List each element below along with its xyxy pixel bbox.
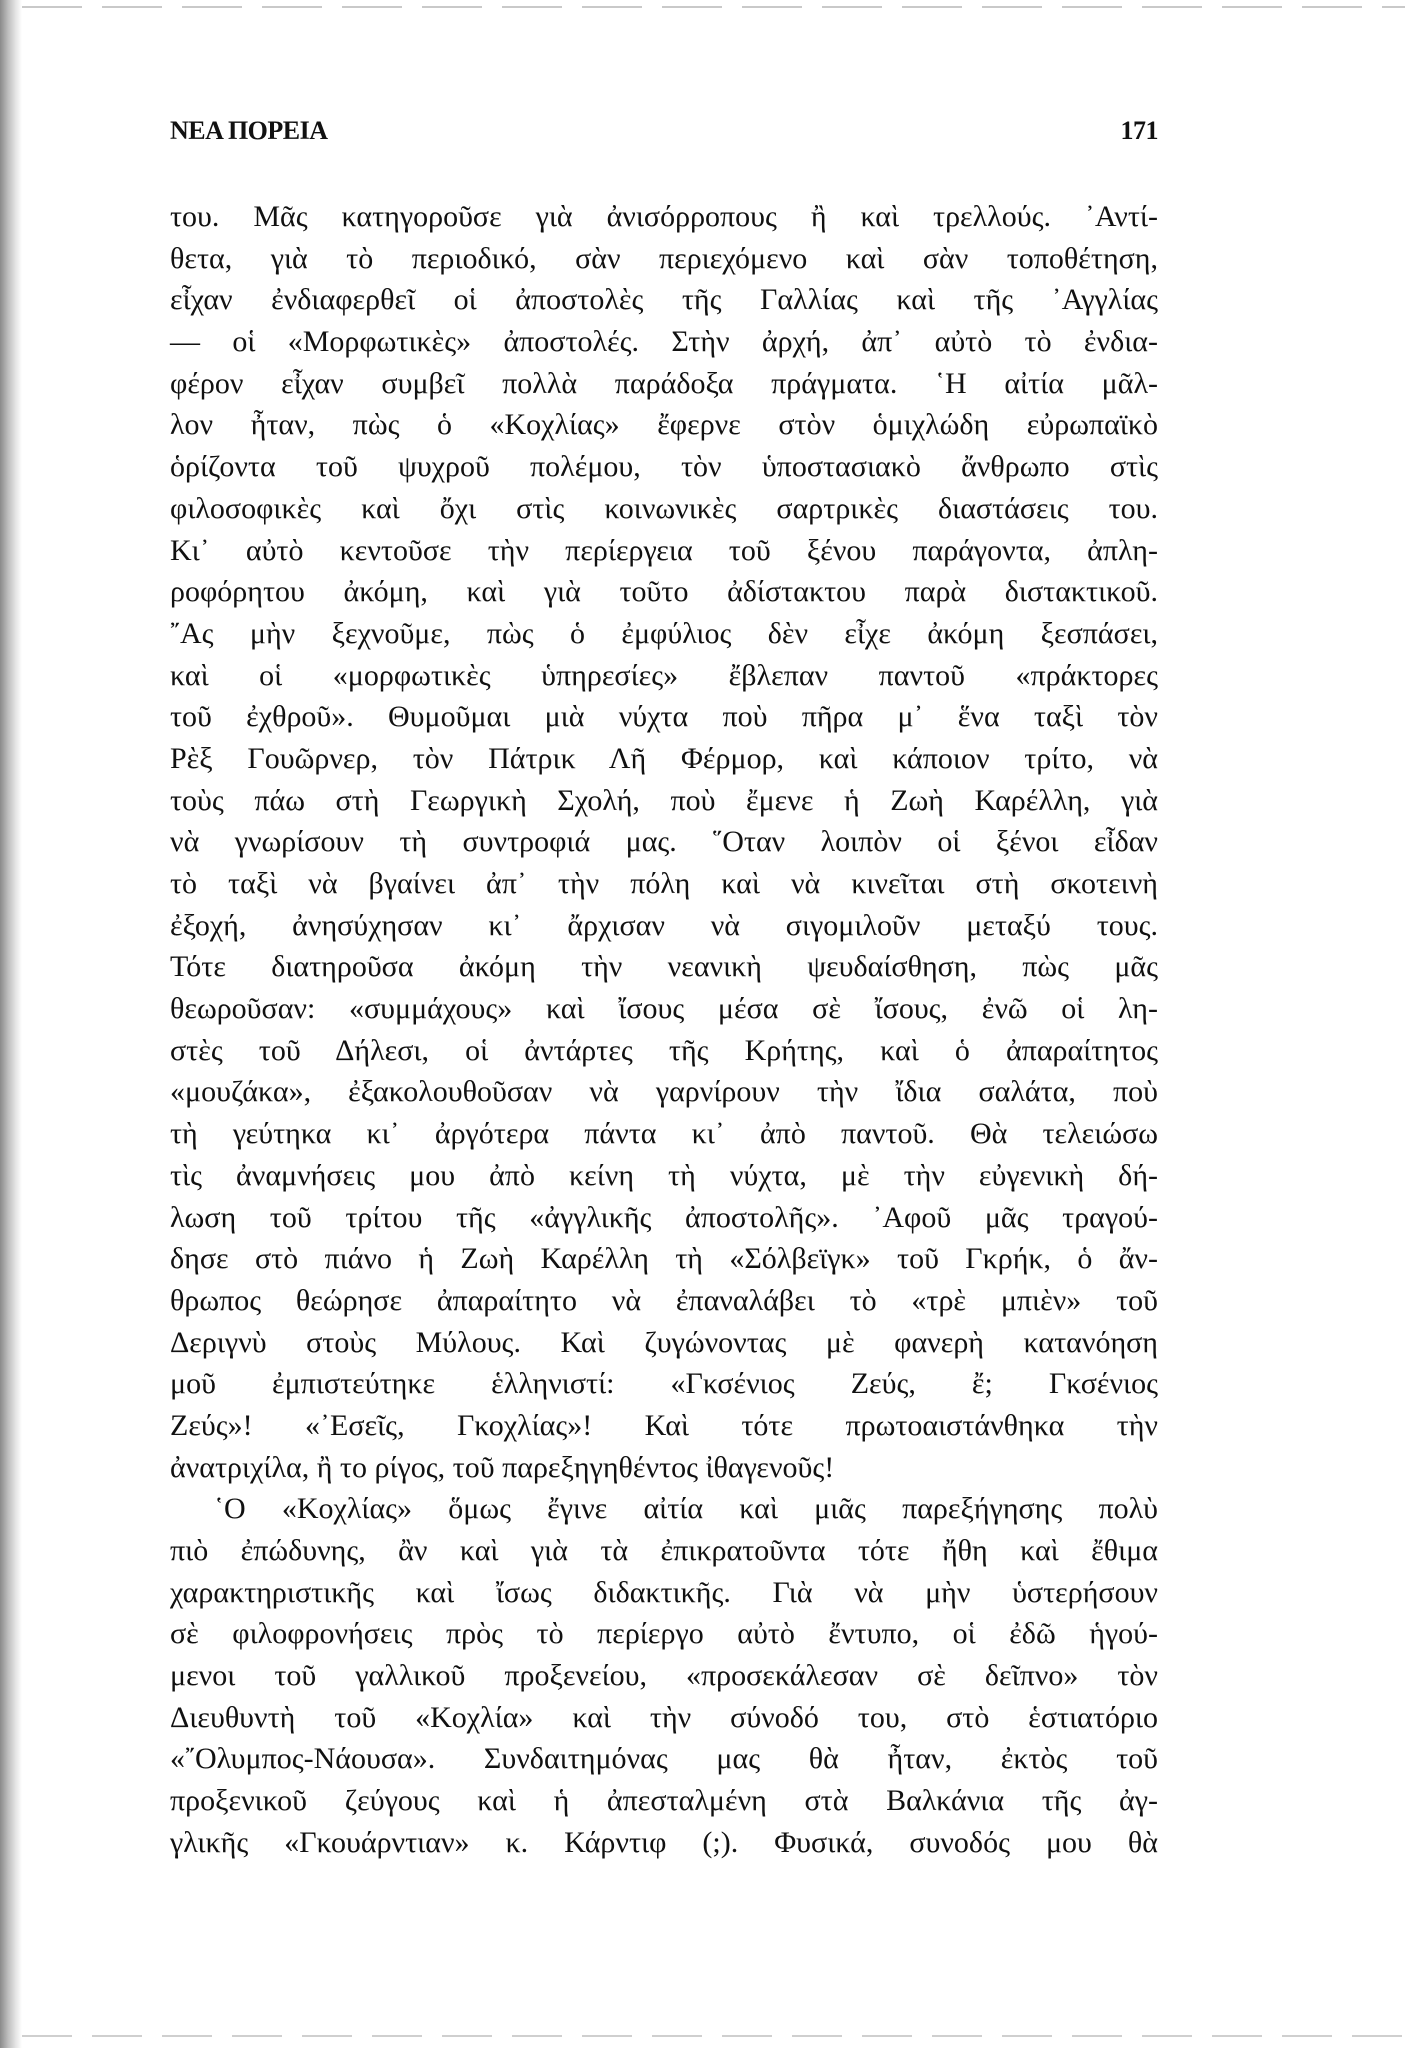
body-text [170, 196, 1158, 1864]
text-line: — οἱ «Μορφωτικὲς» ἀποστολές. Στὴν ἀρχή, ἀπ᾿ αὐτὸ τὸ ἐνδια- [170, 325, 1158, 359]
text-line: Δεριγνὺ στοὺς Μύλους. Καὶ ζυγώνοντας μὲ φανερὴ κατανόηση [170, 1325, 1158, 1359]
text-line: μοῦ ἐμπιστεύτηκε ἑλληνιστί: «Γκσένιος Ζεύς, ἔ; Γκσένιος [170, 1367, 1158, 1401]
text-line: καὶ οἱ «μορφωτικὲς ὑπηρεσίες» ἔβλεπαν παντοῦ «πράκτορες [170, 658, 1158, 692]
scan-edge-left [0, 0, 22, 2048]
text-line: τοὺς πάω στὴ Γεωργικὴ Σχολή, ποὺ ἔμενε ἡ Ζωὴ Καρέλλη, γιὰ [170, 783, 1158, 817]
text-line: «῎Ολυμπος-Νάουσα». Συνδαιτημόνας μας θὰ ἦταν, ἐκτὸς τοῦ [170, 1742, 1158, 1776]
text-line: ὁρίζοντα τοῦ ψυχροῦ πολέμου, τὸν ὑποστασιακὸ ἄνθρωπο στὶς [170, 450, 1158, 484]
text-line: πιὸ ἐπώδυνης, ἂν καὶ γιὰ τὰ ἐπικρατοῦντα τότε ἤθη καὶ ἔθιμα [170, 1534, 1158, 1567]
text-line: ῎Ας μὴν ξεχνοῦμε, πὼς ὁ ἐμφύλιος δὲν εἶχε ἀκόμη ξεσπάσει, [170, 616, 1158, 650]
text-line: λον ἦταν, πὼς ὁ «Κοχλίας» ἔφερνε στὸν ὁμιχλώδη εὐρωπαϊκὸ [170, 408, 1158, 442]
text-line: Διευθυντὴ τοῦ «Κοχλία» καὶ τὴν σύνοδό του, στὸ ἑστιατόριο [170, 1700, 1158, 1734]
text-line: τὸ ταξὶ νὰ βγαίνει ἀπ᾿ τὴν πόλη καὶ νὰ κινεῖται στὴ σκοτεινὴ [170, 867, 1158, 900]
text-line: Ρὲξ Γουῶρνερ, τὸν Πάτρικ Λῆ Φέρμορ, καὶ κάποιον τρίτο, νὰ [170, 741, 1158, 775]
text-line: γλικῆς «Γκουάρντιαν» κ. Κάρντιφ (;). Φυσικά, συνοδός μου θὰ [170, 1825, 1158, 1859]
text-line: θεωροῦσαν: «συμμάχους» καὶ ἴσους μέσα σὲ ἴσους, ἐνῶ οἱ λη- [170, 992, 1158, 1026]
text-line: θετα, γιὰ τὸ περιοδικό, σὰν περιεχόμενο καὶ σὰν τοποθέτηση, [170, 241, 1158, 275]
journal-title: ΝΕΑ ΠΟΡΕΙΑ [170, 116, 328, 145]
text-line: Ζεύς»! «᾿Εσεῖς, Γκοχλίας»! Καὶ τότε πρωτοαιστάνθηκα τὴν [170, 1408, 1158, 1442]
text-line: «μουζάκα», ἐξακολουθοῦσαν νὰ γαρνίρουν τὴν ἴδια σαλάτα, ποὺ [170, 1075, 1158, 1109]
text-line: μενοι τοῦ γαλλικοῦ προξενείου, «προσεκάλεσαν σὲ δεῖπνο» τὸν [170, 1659, 1158, 1693]
scan-edge-top [22, 6, 1405, 8]
text-line: Τότε διατηροῦσα ἀκόμη τὴν νεανικὴ ψευδαίσθηση, πὼς μᾶς [170, 950, 1158, 984]
text-line: τὶς ἀναμνήσεις μου ἀπὸ κείνη τὴ νύχτα, μὲ τὴν εὐγενικὴ δή- [170, 1158, 1158, 1192]
scan-edge-bottom [22, 2035, 1405, 2037]
text-line: ἀνατριχίλα, ἢ το ρίγος, τοῦ παρεξηγηθέντος ἰθαγενοῦς! [170, 1450, 835, 1484]
text-line: ἐξοχή, ἀνησύχησαν κι᾿ ἄρχισαν νὰ σιγομιλοῦν μεταξύ τους. [170, 908, 1158, 942]
text-line: ροφόρητου ἀκόμη, καὶ γιὰ τοῦτο ἀδίστακτου παρὰ διστακτικοῦ. [170, 575, 1158, 609]
text-line: προξενικοῦ ζεύγους καὶ ἡ ἀπεσταλμένη στὰ Βαλκάνια τῆς ἀγ- [170, 1784, 1158, 1818]
text-line: νὰ γνωρίσουν τὴ συντροφιά μας. ῞Οταν λοιπὸν οἱ ξένοι εἶδαν [170, 825, 1158, 859]
text-line: Κι᾿ αὐτὸ κεντοῦσε τὴν περίεργεια τοῦ ξένου παράγοντα, ἀπλη- [170, 533, 1158, 567]
text-line: στὲς τοῦ Δήλεσι, οἱ ἀντάρτες τῆς Κρήτης, καὶ ὁ ἀπαραίτητος [170, 1033, 1158, 1067]
text-line: δησε στὸ πιάνο ἡ Ζωὴ Καρέλλη τὴ «Σόλβεϊγκ» τοῦ Γκρήκ, ὁ ἄν- [170, 1242, 1158, 1276]
text-line: φιλοσοφικὲς καὶ ὄχι στὶς κοινωνικὲς σαρτρικὲς διαστάσεις του. [170, 491, 1158, 525]
text-line: του. Μᾶς κατηγοροῦσε γιὰ ἀνισόρροπους ἢ καὶ τρελλούς. ᾿Αντί- [170, 200, 1158, 233]
text-line: θρωπος θεώρησε ἀπαραίτητο νὰ ἐπαναλάβει τὸ «τρὲ μπιὲν» τοῦ [170, 1283, 1158, 1317]
running-head [170, 116, 1158, 150]
text-line: τοῦ ἐχθροῦ». Θυμοῦμαι μιὰ νύχτα ποὺ πῆρα μ᾿ ἕνα ταξὶ τὸν [170, 700, 1158, 734]
text-line: σὲ φιλοφρονήσεις πρὸς τὸ περίεργο αὐτὸ ἔντυπο, οἱ ἐδῶ ἡγού- [170, 1617, 1158, 1651]
page-number: 171 [1120, 116, 1158, 145]
text-line: ῾Ο «Κοχλίας» ὅμως ἔγινε αἰτία καὶ μιᾶς παρεξήγησης πολὺ [214, 1492, 1158, 1526]
text-line: τὴ γεύτηκα κι᾿ ἀργότερα πάντα κι᾿ ἀπὸ παντοῦ. Θὰ τελειώσω [170, 1117, 1158, 1151]
text-line: χαρακτηριστικῆς καὶ ἴσως διδακτικῆς. Γιὰ νὰ μὴν ὑστερήσουν [170, 1575, 1158, 1609]
text-line: εἶχαν ἐνδιαφερθεῖ οἱ ἀποστολὲς τῆς Γαλλίας καὶ τῆς ᾿Αγγλίας [170, 283, 1158, 317]
text-line: φέρον εἶχαν συμβεῖ πολλὰ παράδοξα πράγματα. ῾Η αἰτία μᾶλ- [170, 366, 1158, 400]
text-line: λωση τοῦ τρίτου τῆς «ἀγγλικῆς ἀποστολῆς». ᾿Αφοῦ μᾶς τραγού- [170, 1200, 1158, 1234]
